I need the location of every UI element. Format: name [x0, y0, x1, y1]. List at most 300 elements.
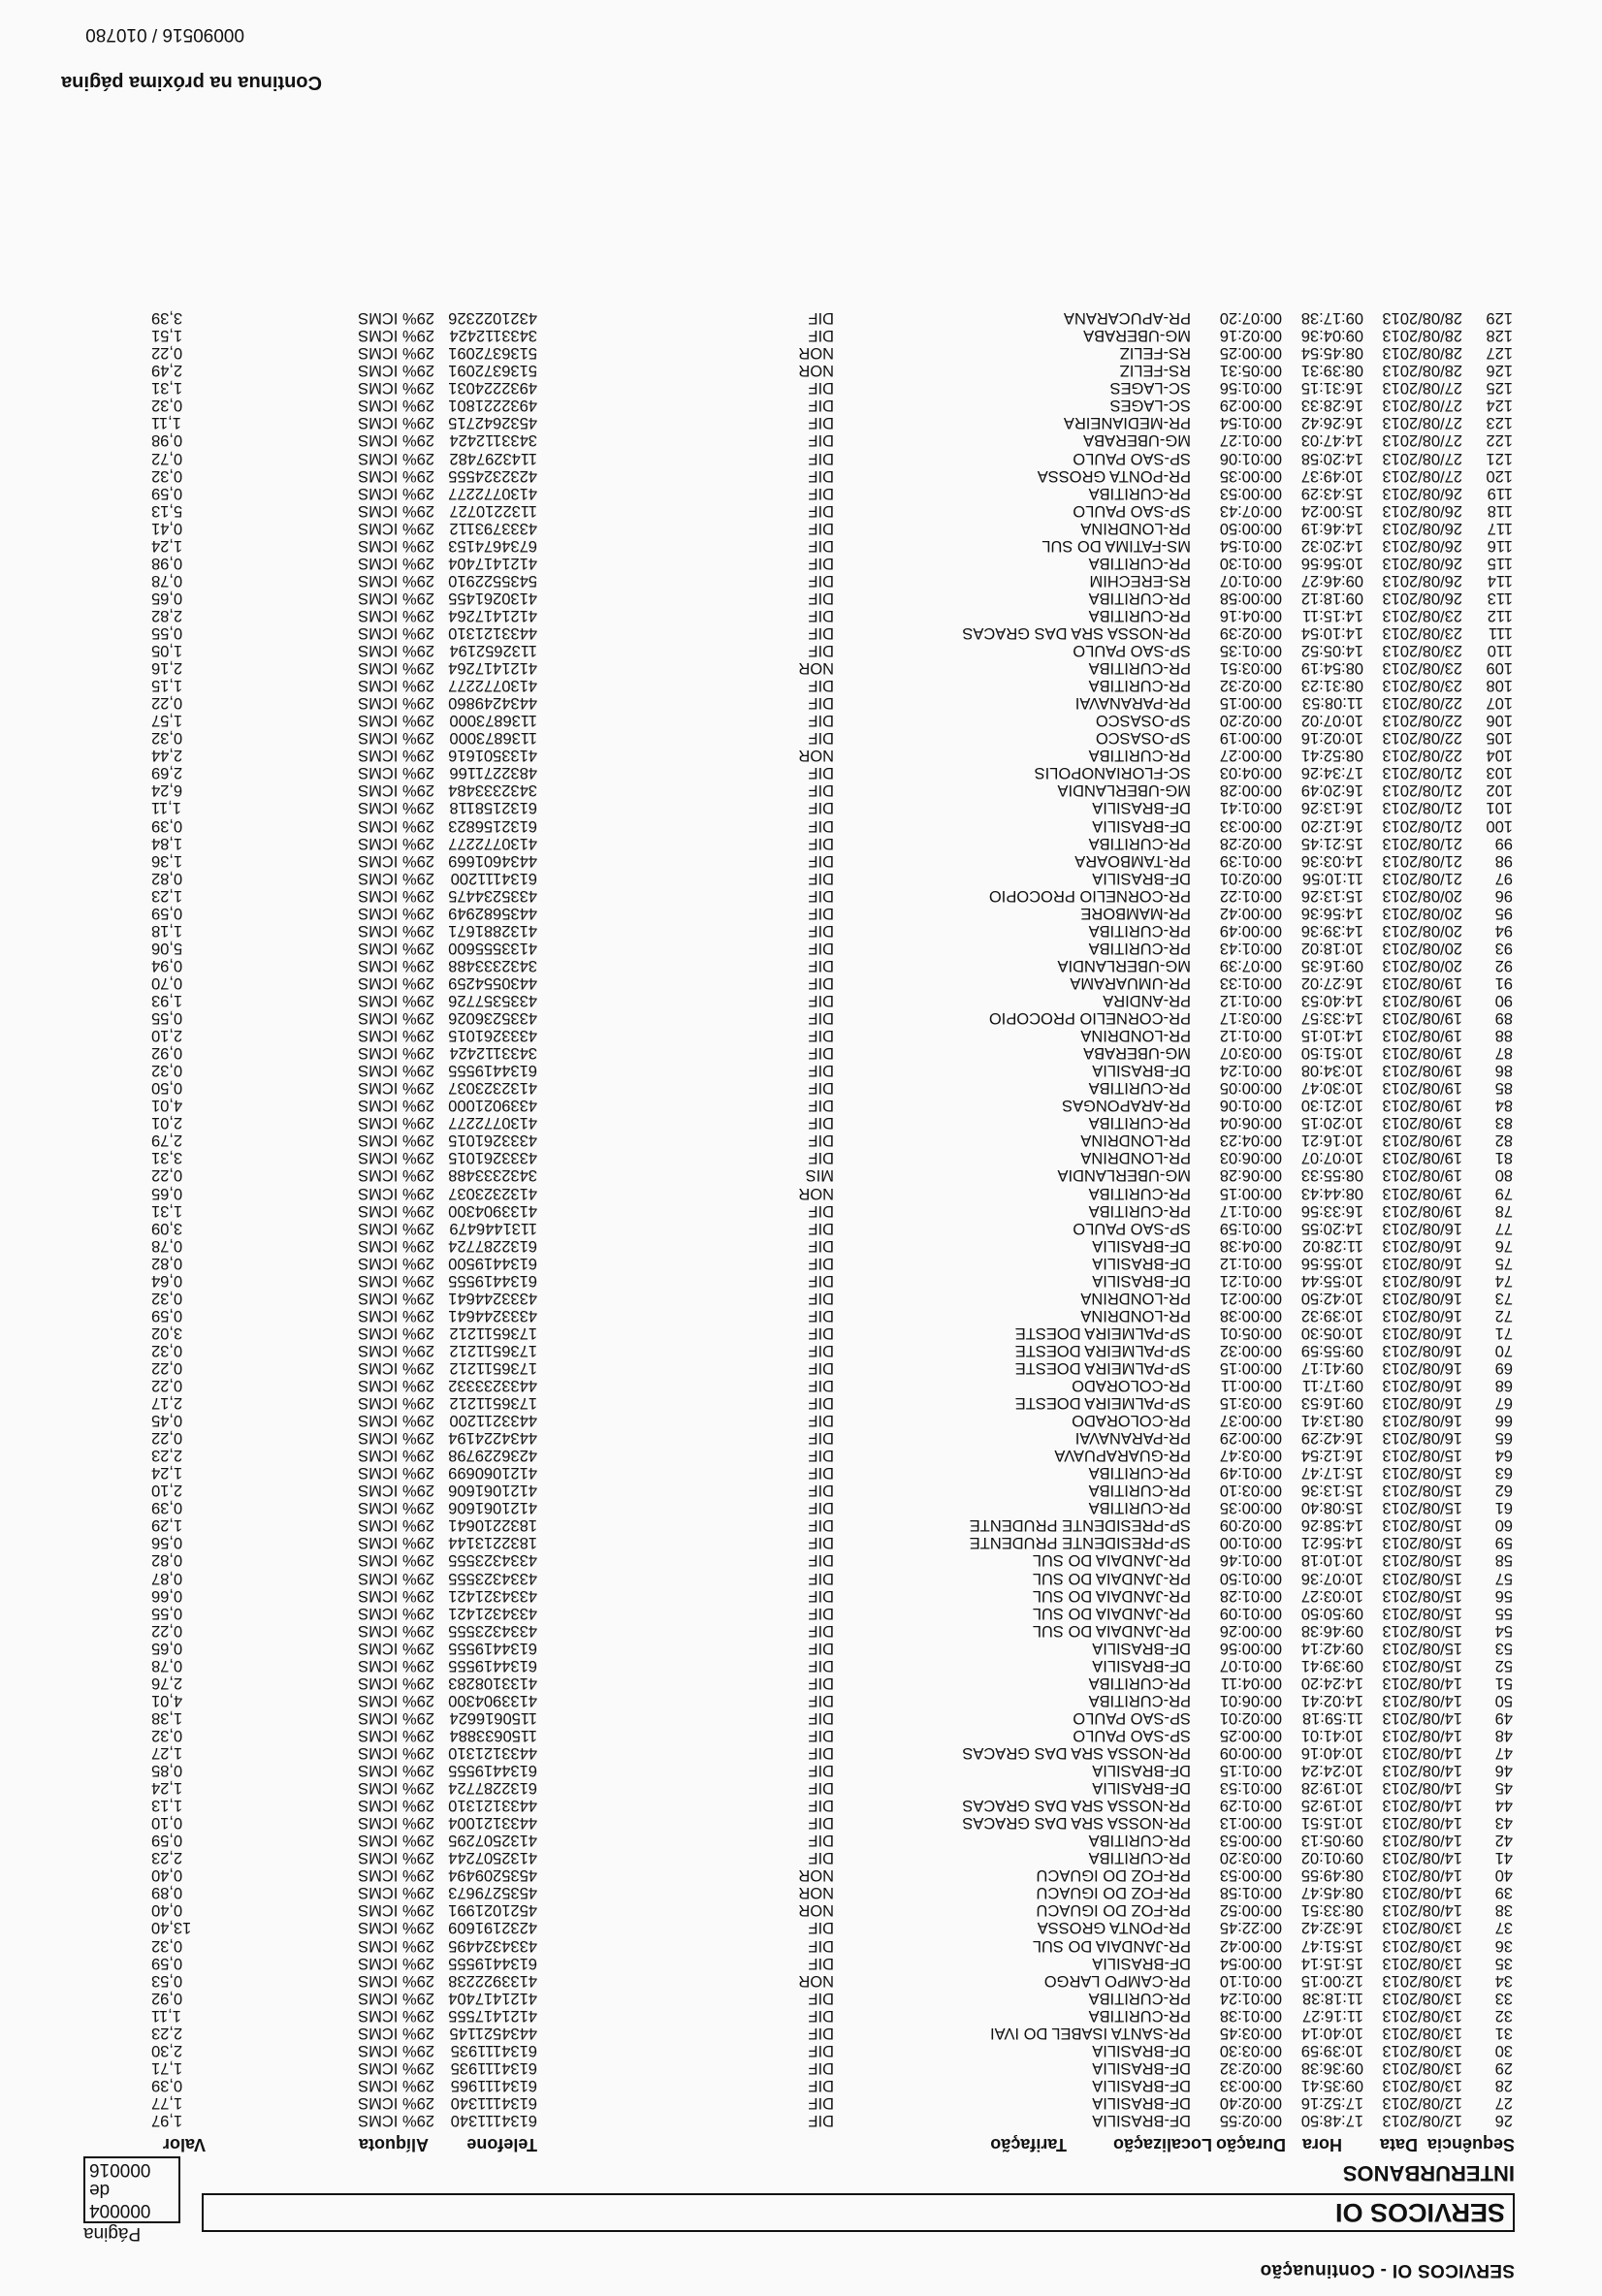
cell-seq: 88 [1494, 1027, 1513, 1045]
cell-rate: 29% ICMS [358, 816, 434, 835]
cell-seq: 52 [1494, 1656, 1513, 1674]
cell-duration: 00:01:41 [1219, 799, 1282, 817]
cell-phone: 6134419500 [448, 1254, 537, 1272]
cell-date: 19/08/2013 [1382, 1009, 1462, 1028]
cell-duration: 00:00:53 [1219, 1832, 1282, 1850]
cell-location: PR-CURITIBA [1088, 834, 1191, 852]
cell-tariff: NOR [798, 344, 834, 363]
cell-date: 21/08/2013 [1382, 834, 1462, 852]
cell-date: 14/08/2013 [1382, 1691, 1462, 1709]
cell-value: 0,94 [151, 956, 183, 974]
cell-location: DF-BRASILIA [1092, 1236, 1191, 1255]
cell-seq: 63 [1494, 1464, 1513, 1483]
cell-value: 0,55 [151, 1604, 183, 1622]
cell-seq: 120 [1486, 466, 1513, 485]
cell-time: 14:20:55 [1300, 1219, 1363, 1237]
cell-seq: 121 [1486, 449, 1513, 467]
cell-seq: 100 [1486, 816, 1513, 835]
cell-date: 14/08/2013 [1382, 1866, 1462, 1885]
cell-rate: 29% ICMS [358, 1062, 434, 1080]
cell-date: 13/08/2013 [1382, 1919, 1462, 1937]
cell-phone: 4932221801 [448, 397, 537, 415]
cell-value: 0,64 [151, 1271, 183, 1290]
cell-time: 11:08:53 [1301, 694, 1363, 713]
cell-location: PR-FOZ DO IGUACU [1036, 1884, 1191, 1902]
cell-rate: 29% ICMS [358, 1797, 434, 1815]
cell-tariff: NOR [798, 659, 834, 678]
cell-value: 0,22 [151, 344, 183, 363]
cell-time: 09:39:41 [1300, 1656, 1363, 1674]
table-row [0, 1990, 1602, 2007]
cell-value: 0,55 [151, 1009, 183, 1028]
cell-duration: 00:02:16 [1219, 327, 1282, 345]
cell-time: 16:26:42 [1300, 414, 1363, 432]
cell-rate: 29% ICMS [358, 344, 434, 363]
cell-location: RS-FELIZ [1119, 362, 1191, 380]
cell-value: 0,50 [151, 1079, 183, 1098]
cell-location: PR-JANDAIA DO SUL [1032, 1621, 1191, 1640]
table-row [0, 572, 1602, 590]
cell-time: 10:51:50 [1300, 1044, 1363, 1063]
cell-duration: 00:01:56 [1219, 379, 1282, 398]
cell-location: PR-CURITIBA [1088, 1674, 1191, 1692]
cell-rate: 29% ICMS [358, 2006, 434, 2025]
cell-rate: 29% ICMS [358, 1254, 434, 1272]
cell-date: 12/08/2013 [1382, 2112, 1462, 2129]
cell-phone: 4433121004 [448, 1814, 537, 1833]
cell-value: 3,31 [151, 1149, 183, 1167]
cell-value: 0,32 [151, 1936, 183, 1955]
table-row [0, 590, 1602, 607]
cell-date: 15/08/2013 [1382, 1604, 1462, 1622]
cell-value: 0,82 [151, 1254, 183, 1272]
cell-value: 0,70 [151, 973, 183, 992]
cell-value: 1,29 [151, 1516, 183, 1535]
table-row [0, 1464, 1602, 1482]
cell-seq: 110 [1487, 642, 1513, 660]
cell-date: 16/08/2013 [1382, 1358, 1462, 1377]
cell-date: 23/08/2013 [1382, 659, 1462, 678]
cell-seq: 109 [1486, 659, 1513, 678]
cell-duration: 00:00:09 [1219, 1744, 1282, 1763]
cell-location: PR-LONDRINA [1080, 1306, 1191, 1324]
cell-value: 3,02 [151, 1323, 183, 1342]
cell-tariff: DIF [808, 1306, 834, 1324]
cell-location: PR-PARANAVAI [1074, 694, 1191, 713]
cell-seq: 57 [1494, 1569, 1513, 1587]
table-row [0, 2077, 1602, 2094]
cell-rate: 29% ICMS [358, 659, 434, 678]
table-row [0, 2042, 1602, 2059]
cell-duration: 00:02:28 [1219, 834, 1282, 852]
cell-location: PR-CURITIBA [1088, 1184, 1191, 1202]
cell-tariff: DIF [808, 1219, 834, 1237]
cell-date: 16/08/2013 [1382, 1412, 1462, 1430]
cell-rate: 29% ICMS [358, 484, 434, 502]
cell-phone: 4130772277 [448, 834, 537, 852]
cell-tariff: DIF [808, 1097, 834, 1115]
cell-date: 22/08/2013 [1382, 694, 1462, 713]
cell-value: 1,15 [151, 677, 183, 695]
table-row [0, 1079, 1602, 1097]
cell-duration: 00:03:17 [1219, 1009, 1282, 1028]
cell-phone: 6134419555 [448, 1639, 537, 1657]
cell-seq: 87 [1494, 1044, 1513, 1063]
cell-date: 19/08/2013 [1382, 973, 1462, 992]
cell-tariff: DIF [808, 2006, 834, 2025]
cell-phone: 1143297482 [449, 449, 537, 467]
cell-time: 16:42:29 [1300, 1429, 1363, 1448]
cell-phone: 6134419555 [448, 1271, 537, 1290]
table-row [0, 1674, 1602, 1692]
cell-location: SC-LAGES [1109, 379, 1191, 398]
cell-phone: 4535279673 [448, 1884, 537, 1902]
cell-location: PR-NOSSA SRA DAS GRACAS [962, 624, 1191, 643]
cell-date: 27/08/2013 [1382, 466, 1462, 485]
cell-location: PR-PONTA GROSSA [1037, 1919, 1191, 1937]
cell-seq: 59 [1494, 1534, 1513, 1552]
cell-date: 13/08/2013 [1382, 1936, 1462, 1955]
cell-phone: 6134111935 [450, 2041, 537, 2059]
cell-location: DF-BRASILIA [1092, 799, 1191, 817]
cell-location: PR-LONDRINA [1080, 519, 1191, 537]
cell-value: 2,79 [151, 1132, 183, 1150]
table-row [0, 729, 1602, 747]
cell-date: 22/08/2013 [1382, 729, 1462, 748]
cell-tariff: DIF [808, 1377, 834, 1395]
table-row [0, 1832, 1602, 1849]
cell-rate: 29% ICMS [358, 1341, 434, 1359]
cell-duration: 00:01:17 [1219, 1201, 1282, 1220]
cell-value: 0,56 [151, 1534, 183, 1552]
table-row [0, 327, 1602, 344]
cell-time: 15:21:45 [1300, 834, 1363, 852]
cell-location: SC-FLORIANOPOLIS [1034, 764, 1191, 782]
table-row [0, 450, 1602, 467]
cell-time: 08:55:33 [1300, 1166, 1363, 1185]
cell-date: 15/08/2013 [1382, 1551, 1462, 1570]
cell-value: 0,41 [151, 519, 183, 537]
table-row [0, 607, 1602, 624]
table-row [0, 852, 1602, 870]
cell-tariff: DIF [808, 624, 834, 643]
cell-phone: 1736511212 [449, 1341, 537, 1359]
service-title: SERVICOS OI [1334, 2198, 1505, 2227]
cell-phone: 4232324555 [448, 466, 537, 485]
cell-duration: 00:01:46 [1219, 1551, 1282, 1570]
table-row [0, 485, 1602, 502]
cell-duration: 00:00:53 [1219, 484, 1282, 502]
cell-rate: 29% ICMS [358, 1726, 434, 1744]
cell-date: 15/08/2013 [1382, 1656, 1462, 1674]
cell-phone: 4435682949 [448, 904, 537, 922]
cell-tariff: DIF [808, 1551, 834, 1570]
cell-location: PR-CORNELIO PROCOPIO [988, 1009, 1191, 1028]
cell-time: 10:03:27 [1300, 1586, 1363, 1605]
cell-tariff: DIF [808, 1044, 834, 1063]
cell-time: 10:39:59 [1300, 2041, 1363, 2059]
cell-tariff: DIF [808, 1954, 834, 1972]
cell-phone: 4334321421 [448, 1604, 537, 1622]
cell-duration: 00:03:20 [1219, 1849, 1282, 1867]
cell-time: 10:15:51 [1300, 1814, 1363, 1833]
cell-location: PR-FOZ DO IGUACU [1036, 1866, 1191, 1885]
cell-value: 0,53 [151, 1971, 183, 1990]
cell-location: PR-NOSSA SRA DAS GRACAS [962, 1814, 1191, 1833]
cell-duration: 00:04:23 [1219, 1132, 1282, 1150]
table-row [0, 1324, 1602, 1342]
cell-rate: 29% ICMS [358, 1236, 434, 1255]
cell-date: 20/08/2013 [1382, 886, 1462, 905]
cell-tariff: DIF [808, 414, 834, 432]
table-row [0, 1709, 1602, 1727]
cell-date: 16/08/2013 [1382, 1306, 1462, 1324]
cell-location: SP-SAO PAULO [1073, 1726, 1191, 1744]
cell-seq: 119 [1487, 484, 1513, 502]
cell-tariff: DIF [808, 1586, 834, 1605]
cell-phone: 6134419555 [448, 1762, 537, 1780]
cell-time: 14:24:20 [1300, 1674, 1363, 1692]
cell-duration: 00:00:35 [1219, 466, 1282, 485]
page-total: 000016 [89, 2159, 151, 2180]
cell-phone: 4121417264 [448, 606, 537, 624]
cell-time: 09:46:27 [1300, 571, 1363, 590]
cell-duration: 00:00:13 [1219, 1814, 1282, 1833]
cell-phone: 6132158118 [449, 799, 537, 817]
cell-time: 09:17:38 [1300, 309, 1363, 328]
table-row [0, 431, 1602, 449]
cell-location: PR-MAMBORE [1080, 904, 1191, 922]
cell-duration: 00:07:43 [1219, 501, 1282, 520]
cell-rate: 29% ICMS [358, 886, 434, 905]
cell-value: 1,84 [151, 834, 183, 852]
cell-duration: 00:03:30 [1219, 2041, 1282, 2059]
cell-location: PR-LONDRINA [1080, 1027, 1191, 1045]
cell-rate: 29% ICMS [358, 1832, 434, 1850]
cell-tariff: DIF [808, 1936, 834, 1955]
cell-location: DF-BRASILIA [1092, 2041, 1191, 2059]
cell-phone: 4333793112 [449, 519, 537, 537]
cell-value: 0,32 [151, 397, 183, 415]
cell-duration: 00:02:20 [1219, 712, 1282, 730]
cell-value: 0,78 [151, 1236, 183, 1255]
cell-phone: 4133922238 [448, 1971, 537, 1990]
cell-tariff: DIF [808, 1656, 834, 1674]
cell-location: PR-CAMPO LARGO [1043, 1971, 1191, 1990]
cell-time: 16:33:56 [1300, 1201, 1363, 1220]
cell-phone: 4133555600 [448, 939, 537, 957]
cell-location: PR-COLORADO [1072, 1412, 1191, 1430]
table-row [0, 1972, 1602, 1990]
cell-location: RS-ERECHIM [1089, 571, 1191, 590]
cell-time: 15:43:29 [1300, 484, 1363, 502]
cell-date: 14/08/2013 [1382, 1832, 1462, 1850]
call-table [0, 309, 1602, 2129]
table-row [0, 2112, 1602, 2129]
cell-rate: 29% ICMS [358, 1849, 434, 1867]
cell-time: 15:08:40 [1300, 1499, 1363, 1517]
cell-rate: 29% ICMS [358, 1936, 434, 1955]
table-row [0, 1516, 1602, 1534]
cell-seq: 98 [1494, 851, 1513, 870]
table-row [0, 1901, 1602, 1919]
cell-duration: 00:02:01 [1219, 869, 1282, 887]
cell-duration: 00:03:51 [1219, 659, 1282, 678]
cell-seq: 90 [1494, 992, 1513, 1009]
cell-seq: 83 [1494, 1114, 1513, 1132]
cell-tariff: NOR [798, 1184, 834, 1202]
cell-seq: 64 [1494, 1447, 1513, 1465]
cell-location: SP-SAO PAULO [1073, 1708, 1191, 1727]
cell-phone: 4130772277 [448, 484, 537, 502]
cell-location: SP-SAO PAULO [1073, 1219, 1191, 1237]
cell-time: 10:42:50 [1300, 1289, 1363, 1307]
cell-duration: 00:01:54 [1219, 414, 1282, 432]
cell-rate: 29% ICMS [358, 327, 434, 345]
cell-location: PR-CURITIBA [1088, 1482, 1191, 1500]
cell-duration: 00:00:52 [1219, 1901, 1282, 1920]
cell-phone: 4121061606 [448, 1499, 537, 1517]
cell-value: 1,27 [151, 1744, 183, 1763]
table-row [0, 1884, 1602, 1901]
cell-phone: 4132323037 [448, 1079, 537, 1098]
cell-seq: 67 [1494, 1394, 1513, 1413]
cell-tariff: DIF [808, 1744, 834, 1763]
cell-time: 16:28:33 [1300, 397, 1363, 415]
cell-seq: 33 [1494, 1989, 1513, 2007]
page-header-title: SERVICOS OI - Continuação [1260, 2260, 1515, 2280]
cell-seq: 86 [1494, 1062, 1513, 1080]
cell-time: 17:48:50 [1300, 2112, 1363, 2129]
cell-phone: 1131446479 [449, 1219, 537, 1237]
cell-location: PR-LONDRINA [1080, 1289, 1191, 1307]
cell-location: PR-CURITIBA [1088, 1114, 1191, 1132]
cell-date: 26/08/2013 [1382, 536, 1462, 555]
cell-value: 0,22 [151, 1377, 183, 1395]
cell-phone: 4521021991 [448, 1901, 537, 1920]
cell-duration: 00:01:39 [1219, 851, 1282, 870]
cell-date: 16/08/2013 [1382, 1254, 1462, 1272]
col-header-value: Valor [162, 2135, 206, 2154]
cell-rate: 29% ICMS [358, 956, 434, 974]
table-row [0, 1307, 1602, 1324]
cell-rate: 29% ICMS [358, 1586, 434, 1605]
cell-time: 15:13:26 [1300, 886, 1363, 905]
cell-tariff: DIF [808, 1236, 834, 1255]
cell-rate: 29% ICMS [358, 1447, 434, 1465]
cell-rate: 29% ICMS [358, 536, 434, 555]
table-row [0, 1779, 1602, 1797]
cell-date: 13/08/2013 [1382, 1971, 1462, 1990]
cell-value: 2,10 [151, 1482, 183, 1500]
table-row [0, 1605, 1602, 1622]
cell-tariff: NOR [798, 1901, 834, 1920]
cell-duration: 00:01:22 [1219, 886, 1282, 905]
page-counter [83, 2156, 180, 2244]
cell-time: 08:31:23 [1300, 677, 1363, 695]
cell-duration: 00:00:05 [1219, 1079, 1282, 1098]
col-header-duration: Duração [1215, 2135, 1286, 2154]
cell-phone: 3432333488 [448, 1166, 537, 1185]
cell-time: 09:18:12 [1300, 589, 1363, 607]
table-row [0, 677, 1602, 694]
cell-seq: 115 [1487, 554, 1513, 572]
cell-duration: 00:00:33 [1219, 2076, 1282, 2094]
cell-date: 19/08/2013 [1382, 1149, 1462, 1167]
cell-value: 2,10 [151, 1027, 183, 1045]
cell-date: 14/08/2013 [1382, 1708, 1462, 1727]
cell-date: 15/08/2013 [1382, 1464, 1462, 1483]
cell-phone: 4434224194 [448, 1429, 537, 1448]
cell-seq: 118 [1487, 501, 1513, 520]
cell-location: DF-BRASILIA [1092, 2058, 1191, 2077]
cell-location: MS-FATIMA DO SUL [1041, 536, 1191, 555]
cell-value: 0,59 [151, 1306, 183, 1324]
cell-seq: 105 [1486, 729, 1513, 748]
cell-seq: 26 [1494, 2112, 1513, 2129]
cell-time: 17:52:16 [1300, 2093, 1363, 2112]
cell-time: 16:12:20 [1300, 816, 1363, 835]
cell-seq: 53 [1494, 1639, 1513, 1657]
cell-seq: 71 [1494, 1323, 1513, 1342]
cell-date: 13/08/2013 [1382, 1989, 1462, 2007]
cell-location: PR-PONTA GROSSA [1037, 466, 1191, 485]
cell-seq: 65 [1494, 1429, 1513, 1448]
cell-rate: 29% ICMS [358, 431, 434, 450]
cell-duration: 00:00:25 [1219, 1726, 1282, 1744]
cell-tariff: DIF [808, 1358, 834, 1377]
cell-location: PR-CURITIBA [1088, 1832, 1191, 1850]
cell-rate: 29% ICMS [358, 1708, 434, 1727]
cell-value: 6,24 [151, 781, 183, 800]
cell-rate: 29% ICMS [358, 606, 434, 624]
cell-seq: 37 [1494, 1919, 1513, 1937]
cell-phone: 6134111965 [450, 2076, 537, 2094]
cell-time: 08:39:31 [1300, 362, 1363, 380]
table-row [0, 1814, 1602, 1832]
cell-duration: 00:00:15 [1219, 1358, 1282, 1377]
cell-value: 1,36 [151, 851, 183, 870]
cell-rate: 29% ICMS [358, 466, 434, 485]
cell-rate: 29% ICMS [358, 589, 434, 607]
cell-phone: 4232191609 [448, 1919, 537, 1937]
cell-duration: 00:00:33 [1219, 816, 1282, 835]
cell-tariff: DIF [808, 886, 834, 905]
cell-value: 1,71 [151, 2058, 183, 2077]
cell-location: SP-SAO PAULO [1073, 501, 1191, 520]
cell-tariff: DIF [808, 1849, 834, 1867]
table-row [0, 1062, 1602, 1079]
table-row [0, 414, 1602, 431]
cell-seq: 45 [1494, 1779, 1513, 1798]
cell-value: 1,11 [151, 414, 181, 432]
cell-duration: 00:01:07 [1219, 1656, 1282, 1674]
cell-duration: 00:00:15 [1219, 1184, 1282, 1202]
cell-seq: 102 [1486, 781, 1513, 800]
cell-date: 27/08/2013 [1382, 397, 1462, 415]
cell-seq: 46 [1494, 1762, 1513, 1780]
col-header-tariff: Tarifação [990, 2135, 1067, 2154]
cell-time: 16:12:54 [1300, 1447, 1363, 1465]
cell-date: 19/08/2013 [1382, 1132, 1462, 1150]
cell-rate: 29% ICMS [358, 362, 434, 380]
cell-tariff: DIF [808, 851, 834, 870]
cell-seq: 66 [1494, 1412, 1513, 1430]
cell-seq: 101 [1486, 799, 1513, 817]
cell-tariff: DIF [808, 327, 834, 345]
cell-time: 09:42:14 [1300, 1639, 1363, 1657]
cell-duration: 00:02:32 [1219, 677, 1282, 695]
